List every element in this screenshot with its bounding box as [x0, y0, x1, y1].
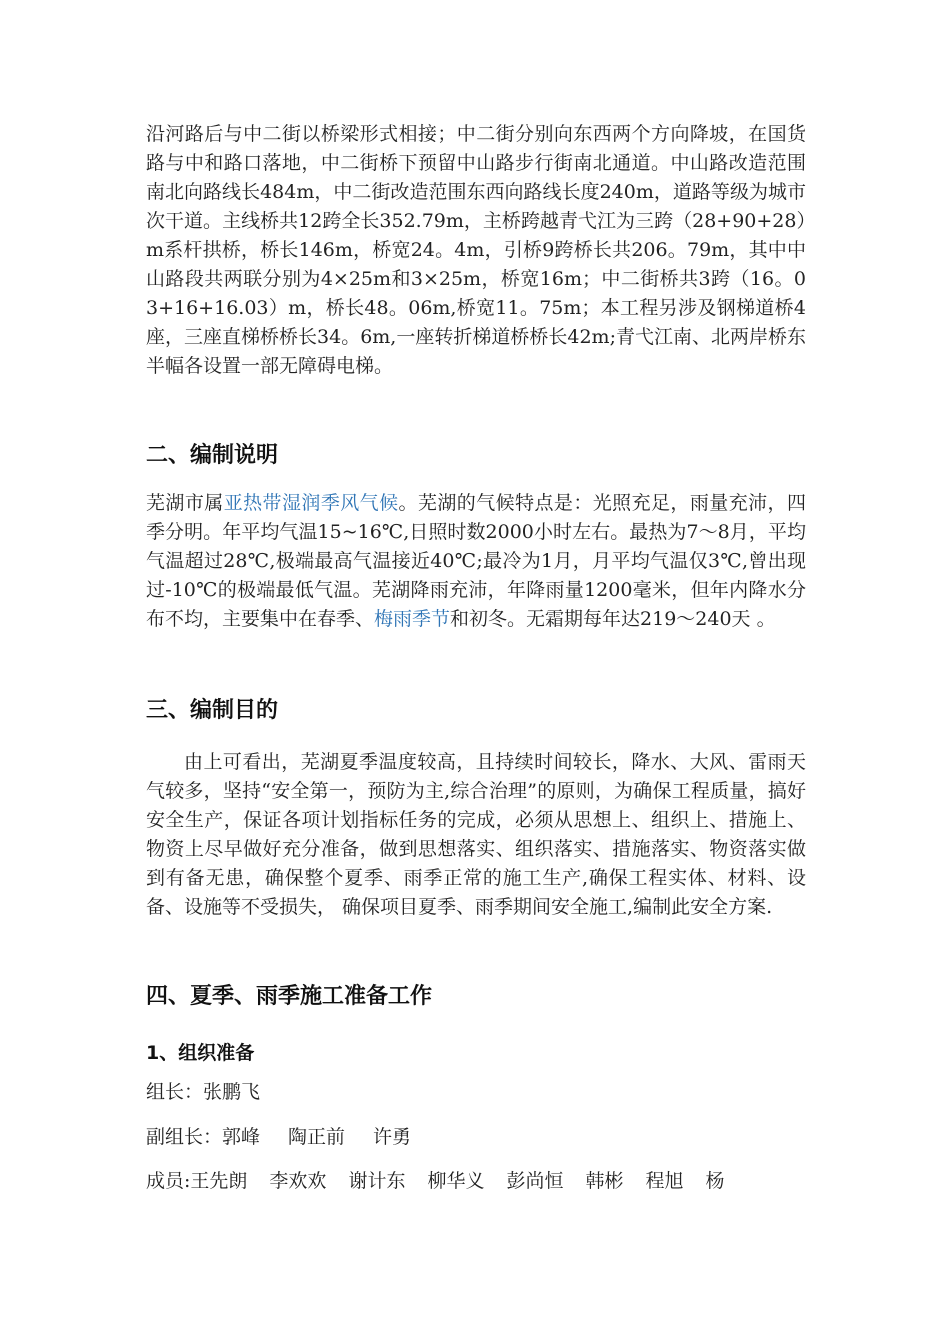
- deputy-label: 副组长：: [146, 1126, 223, 1148]
- member-name: 柳华义: [427, 1170, 485, 1192]
- member-name: 谢计东: [348, 1170, 406, 1192]
- member-name: 杨: [705, 1170, 725, 1192]
- purpose-paragraph: 由上可看出，芜湖夏季温度较高，且持续时间较长，降水、大风、雷雨天气较多，坚持“安全第一，预防为主,综合治理”的原则，为确保工程质量，搞好安全生产，保证各项计划指标任务的完成，必须从思想上、组织上、措施上、物资上尽早做好充分准备，做到思想落实、组织落实、措施落实、物资落实做到有备无患，确保整个夏季、雨季正常的施工生产,确保工程实体、材料、设备、设施等不受损失， 确保项目夏季、雨季期间安全施工,编制此安全方案.: [146, 751, 806, 918]
- climate-text-2: 。芜湖的气候特点是：光照充足，雨量充沛，四季分明。年平均气温15~16℃,日照时数2000小时左右。最热为7～8月，平均气温超过28℃,极端最高气温接近40℃;最冷为1月，月平均气温仅3℃,曾出现过-10℃的极端最低气温。芜湖降雨充沛，年降雨量1200毫米，但年内降水分布不均，主要集中在春季、: [146, 492, 806, 630]
- member-name: 李欢欢: [269, 1170, 327, 1192]
- member-name: 王先朗: [190, 1170, 248, 1192]
- intro-paragraph: 沿河路后与中二街以桥梁形式相接；中二街分别向东西两个方向降坡，在国货路与中和路口落地，中二街桥下预留中山路步行街南北通道。中山路改造范围南北向路线长484m，中二街改造范围东西向路线长度240m，道路等级为城市次干道。主线桥共12跨全长352.79m，主桥跨越青弋江为三跨（28+90+28）m系杆拱桥，桥长146m，桥宽24。4m，引桥9跨桥长共206。79m，其中中山路段共两联分别为4×25m和3×25m，桥宽16m；中二街桥共3跨（16。03+16+16.03）m，桥长48。06m,桥宽11。75m；本工程另涉及钢梯道桥4座，三座直梯桥桥长34。6m,一座转折梯道桥桥长42m;青弋江南、北两岸桥东半幅各设置一部无障碍电梯。: [146, 123, 806, 377]
- section-heading-3: 三、编制目的: [146, 698, 279, 723]
- climate-link[interactable]: 亚热带湿润季风气候: [223, 492, 399, 514]
- section-heading-2: 二、编制说明: [146, 443, 279, 468]
- members-label: 成员:: [146, 1170, 191, 1192]
- section-heading-4: 四、夏季、雨季施工准备工作: [146, 984, 433, 1009]
- climate-text-3: 和初冬。无霜期每年达219～240天 。: [450, 608, 776, 630]
- deputy-leaders: [146, 1123, 411, 1152]
- members-list: [146, 1167, 725, 1196]
- member-name: 程旭: [645, 1170, 684, 1192]
- climate-text-1: 芜湖市属: [146, 492, 224, 514]
- plum-rain-link[interactable]: 梅雨季节: [374, 608, 451, 630]
- climate-paragraph: [146, 489, 806, 634]
- deputy-name: 陶正前: [288, 1126, 346, 1148]
- member-name: 韩彬: [585, 1170, 624, 1192]
- deputy-name: 郭峰: [222, 1126, 261, 1148]
- group-leader: 组长：张鹏飞: [146, 1081, 261, 1103]
- member-name: 彭尚恒: [506, 1170, 564, 1192]
- subheading-organization: 1、组织准备: [146, 1042, 255, 1064]
- deputy-name: 许勇: [373, 1126, 412, 1148]
